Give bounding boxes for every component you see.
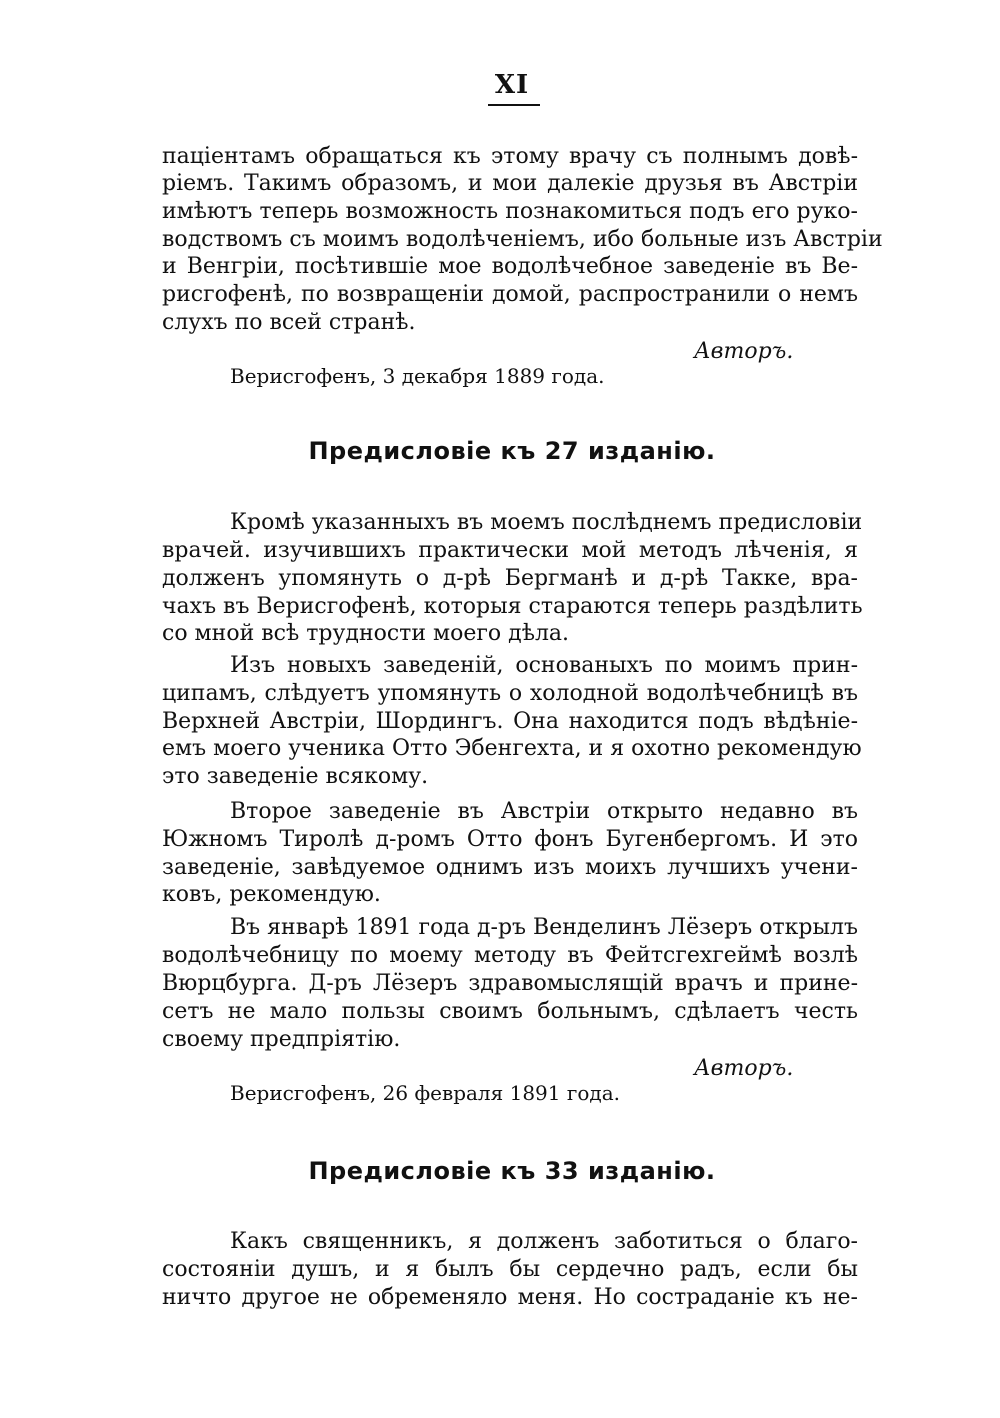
text-line: паціентамъ обращаться къ этому врачу съ полнымъ довѣ- xyxy=(162,144,858,169)
text-line: Какъ священникъ, я долженъ заботиться о благо- xyxy=(230,1229,858,1254)
text-line: своему предпріятію. xyxy=(162,1027,401,1052)
text-line: чахъ въ Верисгофенѣ, которыя стараются теперь раздѣлить xyxy=(162,594,863,619)
text-line: имѣютъ теперь возможность познакомиться подъ его руко- xyxy=(162,199,858,224)
text-line: Кромѣ указанныхъ въ моемъ послѣднемъ предисловіи xyxy=(230,510,863,535)
dateline: Верисгофенъ, 26 февраля 1891 года. xyxy=(230,1081,620,1105)
author-signature: Авторъ. xyxy=(694,1056,794,1081)
text-line: слухъ по всей странѣ. xyxy=(162,310,416,335)
text-line: Изъ новыхъ заведеній, основаныхъ по моимъ прин- xyxy=(230,653,858,678)
section-heading: Предисловіе къ 33 изданію. xyxy=(308,1157,716,1185)
text-line: Верхней Австріи, Шордингъ. Она находится подъ вѣдѣніе- xyxy=(162,709,858,734)
text-line: водствомъ съ моимъ водолѣченіемъ, ибо больные изъ Австріи xyxy=(162,227,883,252)
text-line: врачей. изучившихъ практически мой методъ лѣченія, я xyxy=(162,538,858,563)
text-line: ничто другое не обременяло меня. Но состраданіе къ не- xyxy=(162,1285,858,1310)
text-line: Второе заведеніе въ Австріи открыто недавно въ xyxy=(230,799,858,824)
author-signature: Авторъ. xyxy=(694,339,794,364)
text-line: долженъ упомянуть о д-рѣ Бергманѣ и д-рѣ Такке, вра- xyxy=(162,566,858,591)
text-line: ципамъ, слѣдуетъ упомянуть о холодной водолѣчебницѣ въ xyxy=(162,681,858,706)
text-line: заведеніе, завѣдуемое однимъ изъ моихъ лучшихъ учени- xyxy=(162,855,858,880)
text-line: сетъ не мало пользы своимъ больнымъ, сдѣлаетъ честь xyxy=(162,999,858,1024)
text-line: состояніи душъ, и я былъ бы сердечно радъ, если бы xyxy=(162,1257,858,1282)
text-line: водолѣчебницу по моему методу въ Фейтсгехгеймѣ возлѣ xyxy=(162,943,858,968)
dateline: Верисгофенъ, 3 декабря 1889 года. xyxy=(230,364,605,388)
page-number-rule xyxy=(488,104,540,106)
text-line: Въ январѣ 1891 года д-ръ Венделинъ Лёзеръ открылъ xyxy=(230,915,858,940)
text-line: ріемъ. Такимъ образомъ, и мои далекіе друзья въ Австріи xyxy=(162,171,858,196)
text-line: ковъ, рекомендую. xyxy=(162,882,381,907)
text-line: емъ моего ученика Отто Эбенгехта, и я охотно рекомендую xyxy=(162,736,862,761)
page-number: XI xyxy=(494,70,530,100)
text-line: и Венгріи, посѣтившіе мое водолѣчебное заведеніе въ Ве- xyxy=(162,254,858,279)
text-line: Вюрцбурга. Д-ръ Лёзеръ здравомыслящій врачъ и прине- xyxy=(162,971,858,996)
section-heading: Предисловіе къ 27 изданію. xyxy=(308,437,716,465)
text-line: рисгофенѣ, по возвращеніи домой, распространили о немъ xyxy=(162,282,858,307)
text-line: Южномъ Тиролѣ д-ромъ Отто фонъ Бугенбергомъ. И это xyxy=(162,827,858,852)
text-line: это заведеніе всякому. xyxy=(162,764,429,789)
text-line: со мной всѣ трудности моего дѣла. xyxy=(162,621,570,646)
